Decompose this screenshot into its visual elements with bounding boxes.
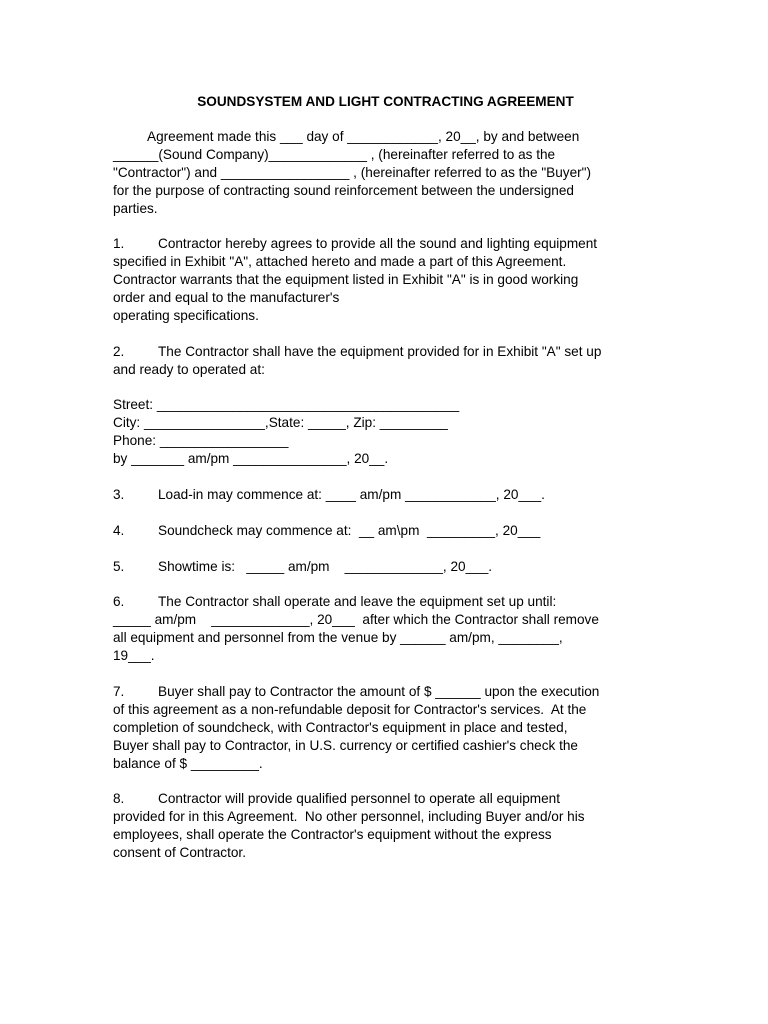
clause-line: balance of $ _________. (113, 755, 263, 771)
clause-line: specified in Exhibit "A", attached hereto and made a part of this Agreement. (113, 254, 567, 270)
clause-line: completion of soundcheck, with Contractor's equipment in place and tested, (113, 719, 568, 735)
clause-number: 6. (113, 594, 125, 610)
clause-line: and ready to operated at: (113, 361, 265, 377)
phone-line: Phone: _________________ (113, 433, 289, 449)
clause-number: 5. (113, 558, 125, 574)
intro-line: "Contractor") and _________________ , (hereinafter referred to as the "Buyer") (113, 164, 592, 180)
clause-6 (113, 593, 658, 665)
document-title: SOUNDSYSTEM AND LIGHT CONTRACTING AGREEMENT (197, 94, 574, 109)
intro-line: Agreement made this ___ day of ____________, 20__, by and between (147, 128, 580, 144)
clause-line: 19___. (113, 648, 155, 664)
clause-line: _____ am/pm _____________, 20___ after which the Contractor shall remove (113, 612, 599, 628)
clause-line: Load-in may commence at: ____ am/pm ____________, 20___. (158, 486, 545, 502)
clause-line: Showtime is: _____ am/pm _____________, 20___. (158, 558, 493, 574)
clause-line: Buyer shall pay to Contractor the amount of $ ______ upon the execution (158, 683, 600, 699)
clause-5 (113, 558, 658, 576)
clause-number: 4. (113, 522, 125, 538)
clause-line: all equipment and personnel from the venue by ______ am/pm, ________, (113, 630, 563, 646)
agreement-page (113, 93, 658, 880)
clause-line: Buyer shall pay to Contractor, in U.S. currency or certified cashier's check the (113, 737, 578, 753)
intro-line: ______(Sound Company)_____________ , (hereinafter referred to as the (113, 146, 556, 162)
clause-1 (113, 235, 658, 325)
clause-8 (113, 790, 658, 862)
clause-line: provided for in this Agreement. No other personnel, including Buyer and/or his (113, 809, 585, 825)
intro-line: for the purpose of contracting sound reinforcement between the undersigned (113, 182, 574, 198)
clause-line: Soundcheck may commence at: __ am\pm _________, 20___ (158, 522, 541, 538)
clause-3 (113, 486, 658, 504)
clause-2 (113, 343, 658, 379)
clause-line: order and equal to the manufacturer's (113, 290, 340, 306)
clause-line: The Contractor shall operate and leave the equipment set up until: (158, 594, 557, 610)
clause-line: Contractor hereby agrees to provide all the sound and lighting equipment (158, 236, 598, 252)
clause-number: 2. (113, 343, 125, 359)
clause-number: 8. (113, 791, 125, 807)
clause-number: 1. (113, 236, 125, 252)
clause-line: operating specifications. (113, 307, 259, 323)
street-line: Street: ________________________________________ (113, 397, 460, 413)
address-block (113, 396, 658, 468)
clause-4 (113, 522, 658, 540)
clause-line: The Contractor shall have the equipment provided for in Exhibit "A" set up (158, 343, 602, 359)
clause-7 (113, 683, 658, 773)
by-time-line: by _______ am/pm _______________, 20__. (113, 451, 389, 467)
clause-line: Contractor warrants that the equipment listed in Exhibit "A" is in good working (113, 272, 579, 288)
clause-number: 7. (113, 683, 125, 699)
clause-line: consent of Contractor. (113, 845, 246, 861)
intro-paragraph (113, 128, 658, 218)
clause-line: Contractor will provide qualified personnel to operate all equipment (158, 791, 561, 807)
clause-number: 3. (113, 486, 125, 502)
city-line: City: ________________,State: _____, Zip: _________ (113, 415, 448, 431)
clause-line: employees, shall operate the Contractor's equipment without the express (113, 827, 552, 843)
clause-line: of this agreement as a non-refundable deposit for Contractor's services. At the (113, 701, 587, 717)
intro-line: parties. (113, 200, 158, 216)
